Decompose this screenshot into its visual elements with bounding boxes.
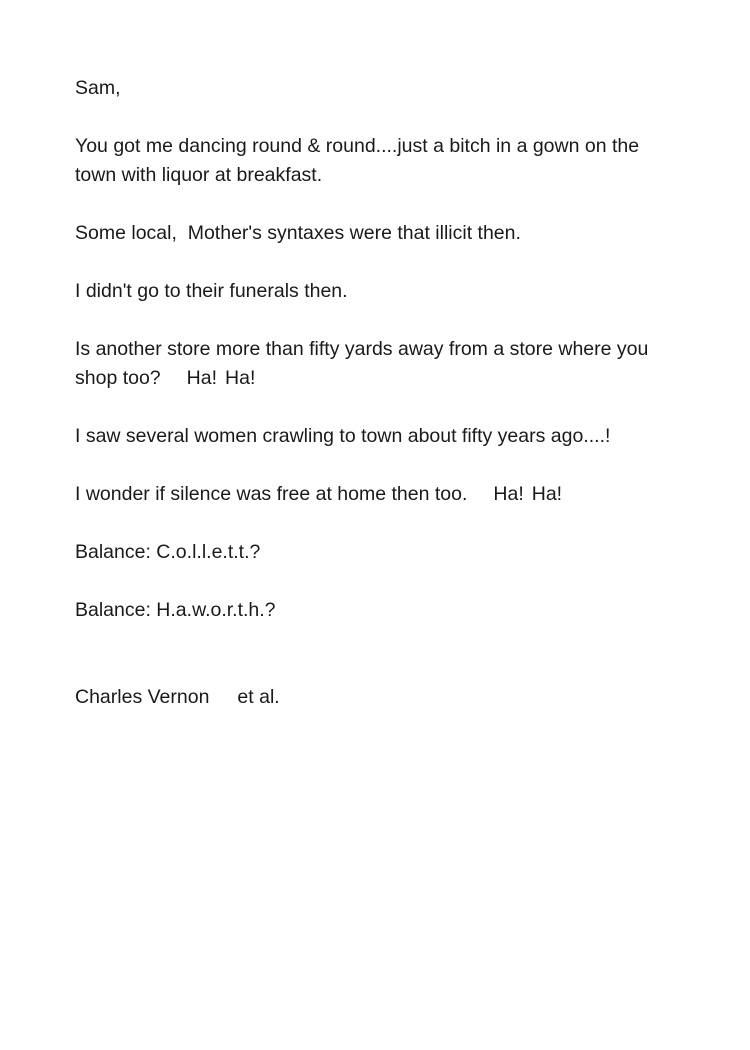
- balance-collett: Balance: C.o.l.l.e.t.t.?: [75, 541, 261, 563]
- signature-name: Charles Vernon: [75, 686, 210, 708]
- laugh-2: Ha!: [225, 367, 256, 389]
- paragraph-dancing: You got me dancing round & round....just a bitch in a gown on the town with liquor at breakfast.: [75, 135, 645, 186]
- laugh-1: Ha!: [186, 367, 218, 389]
- paragraph-funerals: I didn't go to their funerals then.: [75, 280, 348, 302]
- store-question: Is another store more than fifty yards away from a store where you shop too?: [75, 338, 654, 389]
- salutation: Sam,: [75, 77, 121, 99]
- balance-haworth: Balance: H.a.w.o.r.t.h.?: [75, 599, 276, 621]
- laugh-3: Ha!: [493, 483, 524, 505]
- signature-suffix: et al.: [237, 686, 280, 708]
- laugh-4: Ha!: [531, 483, 563, 505]
- paragraph-store: [75, 335, 675, 393]
- paragraph-syntaxes: Some local, Mother's syntaxes were that illicit then.: [75, 222, 521, 244]
- letter-body: [75, 74, 675, 712]
- paragraph-women: I saw several women crawling to town about fifty years ago....!: [75, 425, 611, 447]
- silence-question: I wonder if silence was free at home then too.: [75, 483, 468, 505]
- paragraph-silence: [75, 480, 675, 509]
- signature: [75, 683, 675, 712]
